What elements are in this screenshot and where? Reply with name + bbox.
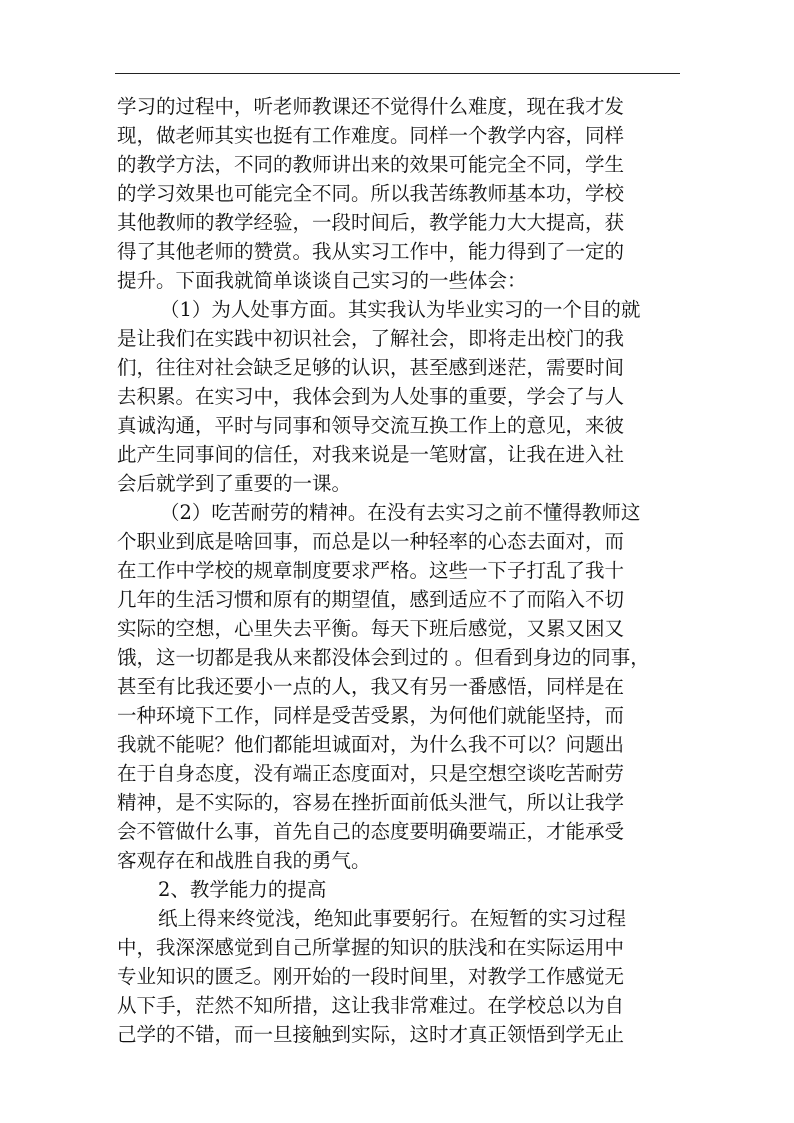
text-line: 其他教师的教学经验，一段时间后，教学能力大大提高，获 — [117, 211, 625, 234]
text-line: 个职业到底是啥回事，而总是以一种轻率的心态去面对，而 — [117, 530, 625, 553]
text-line: 去积累。在实习中，我体会到为人处事的重要，学会了与人 — [117, 385, 625, 408]
text-line: 精神，是不实际的，容易在挫折面前低头泄气，所以让我学 — [117, 791, 625, 814]
paragraph-start-line: （1）为人处事方面。其实我认为毕业实习的一个目的就 — [160, 298, 641, 321]
text-line: 从下手，茫然不知所措，这让我非常难过。在学校总以为自 — [117, 994, 625, 1017]
text-line: 此产生同事间的信任，对我来说是一笔财富，让我在进入社 — [117, 443, 625, 466]
section-heading: 2、教学能力的提高 — [158, 878, 327, 901]
text-line: 的学习效果也可能完全不同。所以我苦练教师基本功，学校 — [117, 182, 625, 205]
text-line: 们，往往对社会缺乏足够的认识，甚至感到迷茫，需要时间 — [117, 356, 625, 379]
text-line: 学习的过程中，听老师教课还不觉得什么难度，现在我才发 — [117, 95, 625, 118]
text-line: 客观存在和战胜自我的勇气。 — [117, 849, 371, 872]
text-line: 是让我们在实践中初识社会，了解社会，即将走出校门的我 — [117, 327, 625, 350]
text-line: 得了其他老师的赞赏。我从实习工作中，能力得到了一定的 — [117, 240, 625, 263]
text-line: 甚至有比我还要小一点的人，我又有另一番感悟，同样是在 — [117, 675, 625, 698]
paragraph-start-line: 纸上得来终觉浅，绝知此事要躬行。在短暂的实习过程 — [158, 907, 627, 930]
text-line: 会后就学到了重要的一课。 — [117, 472, 352, 495]
text-line: 现，做老师其实也挺有工作难度。同样一个教学内容，同样 — [117, 124, 625, 147]
text-line: 专业知识的匮乏。刚开始的一段时间里，对教学工作感觉无 — [117, 965, 625, 988]
text-line: 几年的生活习惯和原有的期望值，感到适应不了而陷入不切 — [117, 588, 625, 611]
paragraph-start-line: （2）吃苦耐劳的精神。在没有去实习之前不懂得教师这 — [160, 501, 641, 524]
text-line: 在于自身态度，没有端正态度面对，只是空想空谈吃苦耐劳 — [117, 762, 625, 785]
text-line: 的教学方法，不同的教师讲出来的效果可能完全不同，学生 — [117, 153, 625, 176]
text-line: 会不管做什么事，首先自己的态度要明确要端正，才能承受 — [117, 820, 625, 843]
text-line: 我就不能呢？他们都能坦诚面对，为什么我不可以？问题出 — [117, 733, 625, 756]
text-line: 实际的空想，心里失去平衡。每天下班后感觉，又累又困又 — [117, 617, 625, 640]
document-body — [117, 92, 680, 1049]
text-line: 中，我深深感觉到自己所掌握的知识的肤浅和在实际运用中 — [117, 936, 625, 959]
text-line: 己学的不错，而一旦接触到实际，这时才真正领悟到学无止 — [117, 1023, 625, 1046]
text-line: 饿，这一切都是我从来都没体会到过的 。但看到身边的同事， — [117, 646, 650, 669]
text-line: 真诚沟通，平时与同事和领导交流互换工作上的意见，来彼 — [117, 414, 625, 437]
text-line: 在工作中学校的规章制度要求严格。这些一下子打乱了我十 — [117, 559, 625, 582]
text-line: 一种环境下工作，同样是受苦受累，为何他们就能坚持，而 — [117, 704, 625, 727]
text-line: 提升。下面我就简单谈谈自己实习的一些体会： — [117, 269, 527, 292]
header-rule — [115, 73, 680, 74]
